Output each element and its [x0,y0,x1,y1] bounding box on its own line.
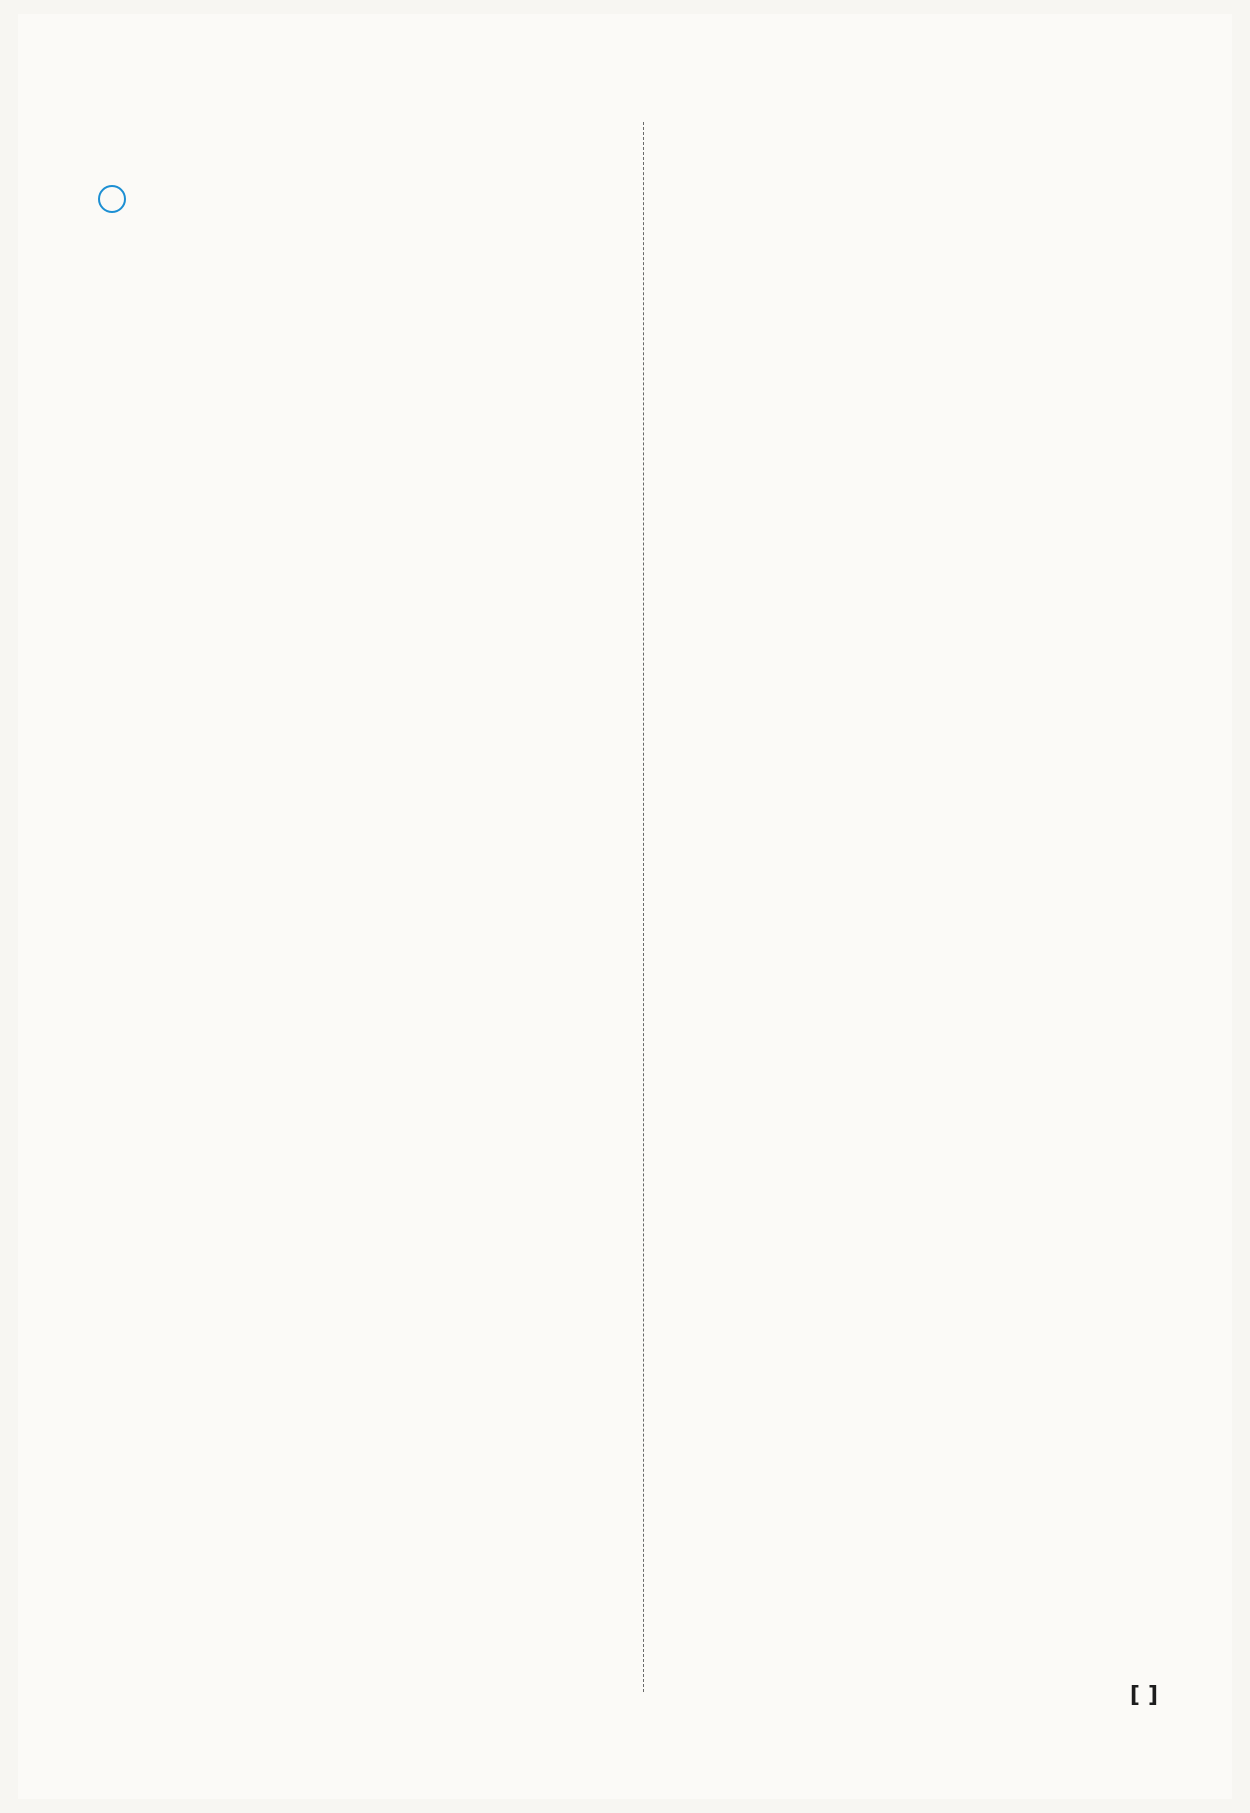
section-title [98,185,633,213]
page [18,14,1232,1799]
section-badge [98,185,126,213]
essay [98,110,633,173]
page-footer: [ ] [1129,1683,1158,1708]
column-divider [643,122,644,1692]
left-column [98,110,633,219]
